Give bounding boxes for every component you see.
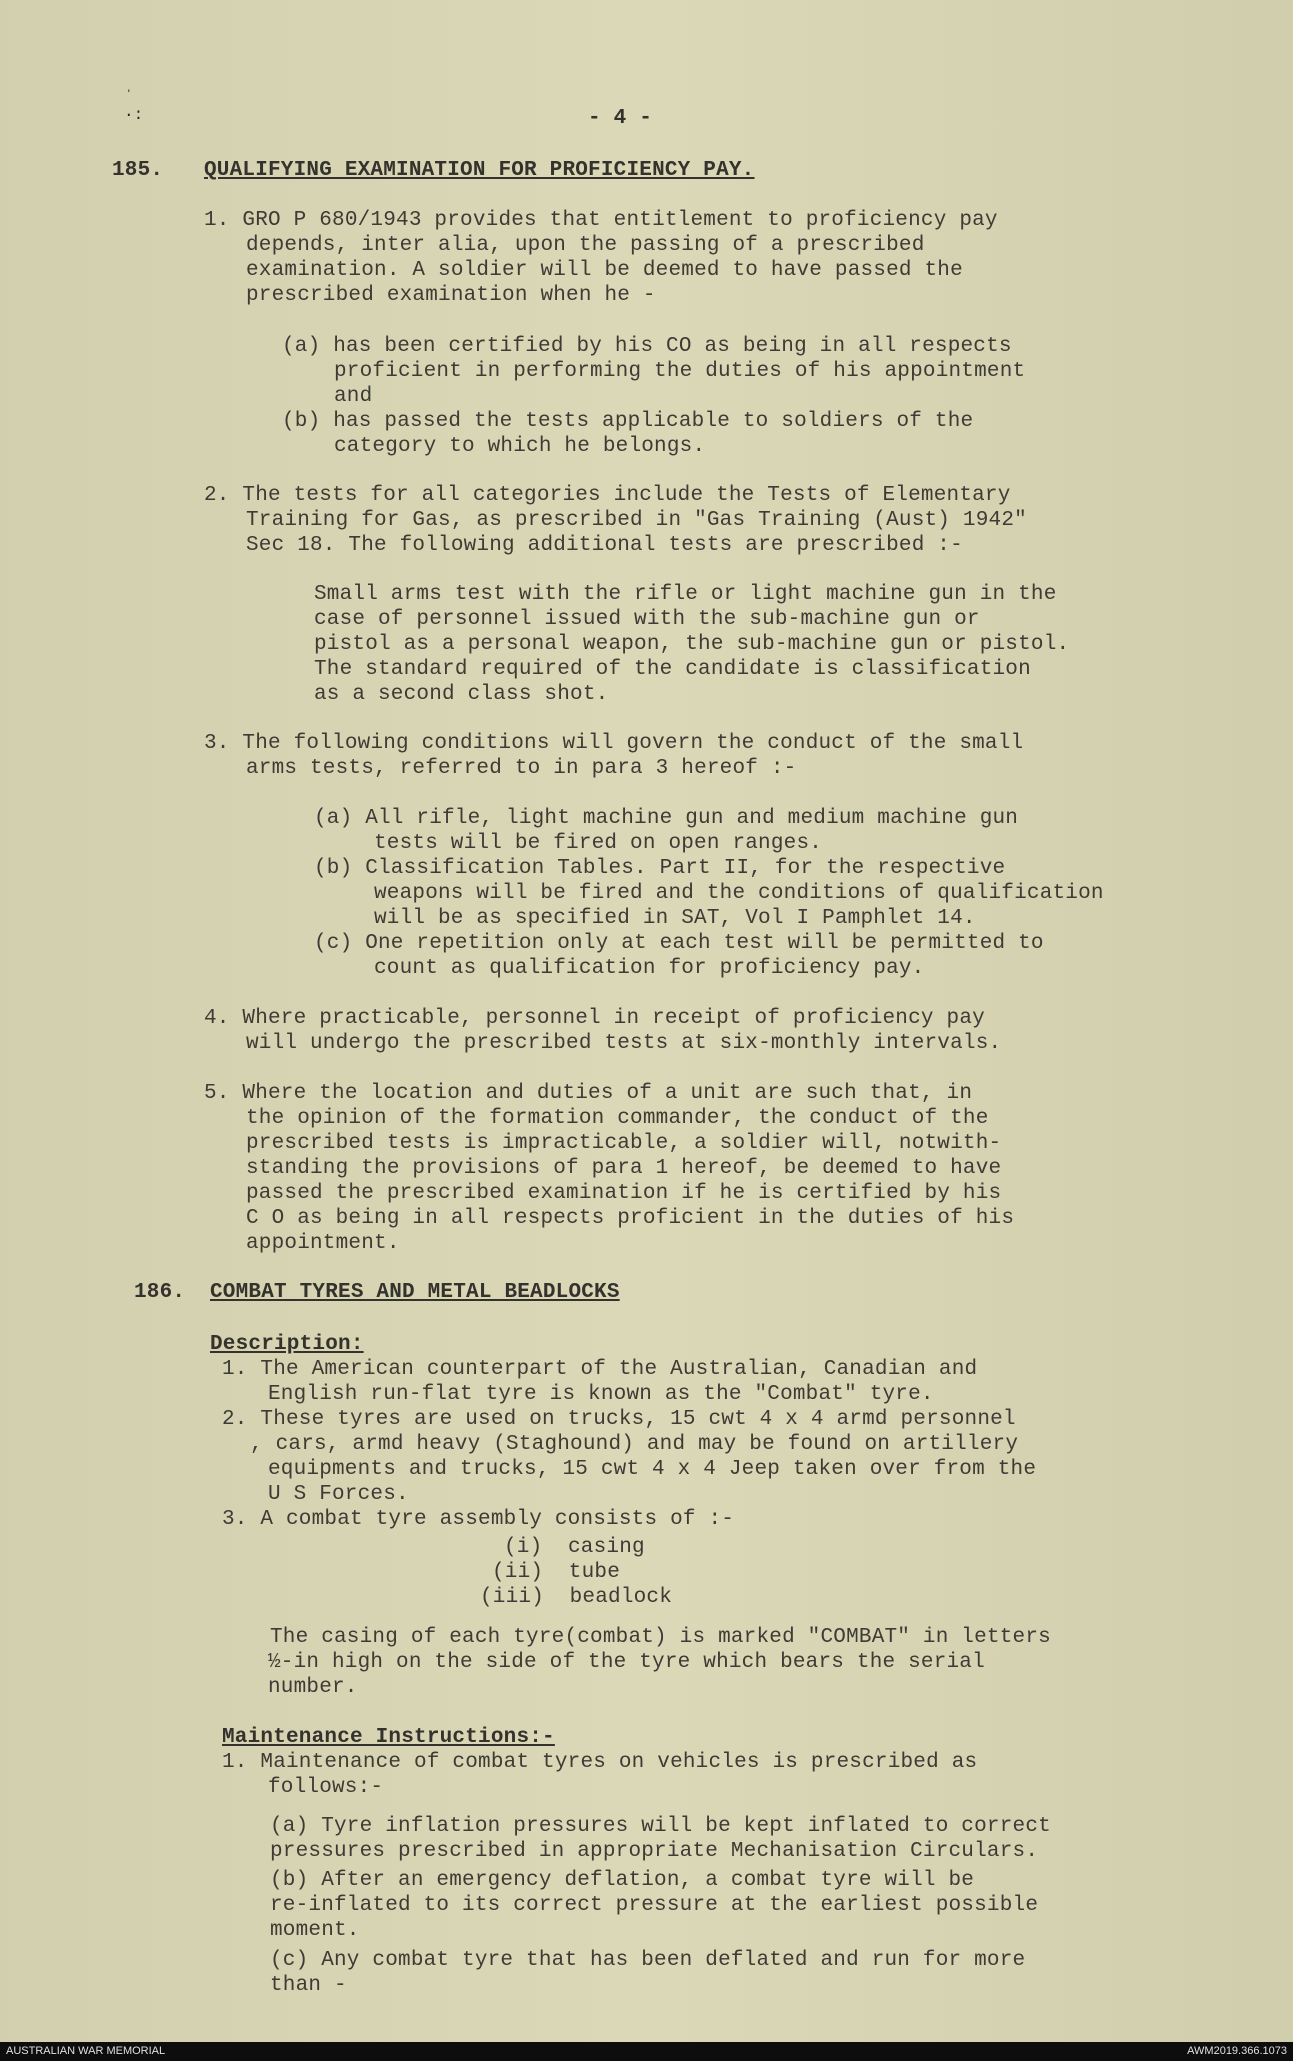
text-line: prescribed examination when he - bbox=[246, 284, 656, 307]
text-line: weapons will be fired and the conditions of qualification bbox=[374, 882, 1104, 905]
text-line: equipments and trucks, 15 cwt 4 x 4 Jeep taken over from the bbox=[268, 1458, 1037, 1481]
text-line: 4. Where practicable, personnel in receipt of proficiency pay bbox=[204, 1007, 985, 1030]
text-line: appointment. bbox=[246, 1232, 400, 1255]
text-line: pistol as a personal weapon, the sub-machine gun or pistol. bbox=[314, 633, 1070, 656]
subheading-maintenance: Maintenance Instructions:- bbox=[222, 1726, 555, 1749]
section-number-185: 185. bbox=[112, 159, 164, 182]
text-line: 1. The American counterpart of the Australian, Canadian and bbox=[222, 1358, 978, 1381]
text-line: , cars, armd heavy (Staghound) and may be found on artillery bbox=[250, 1433, 1019, 1456]
text-line: number. bbox=[268, 1676, 358, 1699]
text-line: (b) Classification Tables. Part II, for the respective bbox=[314, 857, 1006, 880]
text-line: Small arms test with the rifle or light machine gun in the bbox=[314, 583, 1057, 606]
list-item: (iii) beadlock bbox=[480, 1586, 673, 1609]
text-line: tests will be fired on open ranges. bbox=[374, 832, 823, 855]
footer-accession: AWM2019.366.1073 bbox=[1187, 2045, 1287, 2057]
text-line: 1. GRO P 680/1943 provides that entitlement to proficiency pay bbox=[204, 209, 998, 232]
section-number-186: 186. bbox=[134, 1281, 186, 1304]
text-line: (b) has passed the tests applicable to soldiers of the bbox=[282, 410, 974, 433]
text-line: C O as being in all respects proficient in the duties of his bbox=[246, 1207, 1015, 1230]
text-line: moment. bbox=[270, 1919, 360, 1942]
text-line: passed the prescribed examination if he is certified by his bbox=[246, 1182, 1002, 1205]
text-line: as a second class shot. bbox=[314, 683, 609, 706]
text-line: (a) Tyre inflation pressures will be kept inflated to correct bbox=[270, 1815, 1051, 1838]
margin-mark: ˈ ·: bbox=[124, 88, 144, 124]
text-line: follows:- bbox=[268, 1776, 384, 1799]
page-number: - 4 - bbox=[588, 107, 653, 130]
text-line: U S Forces. bbox=[268, 1483, 409, 1506]
text-line: arms tests, referred to in para 3 hereof :- bbox=[246, 757, 797, 780]
text-line: 3. The following conditions will govern the conduct of the small bbox=[204, 732, 1024, 755]
section-heading-185: QUALIFYING EXAMINATION FOR PROFICIENCY PAY. bbox=[204, 159, 755, 182]
text-line: Sec 18. The following additional tests are prescribed :- bbox=[246, 534, 963, 557]
text-line: and bbox=[334, 385, 373, 408]
text-line: The casing of each tyre(combat) is marked "COMBAT" in letters bbox=[270, 1626, 1051, 1649]
text-line: examination. A soldier will be deemed to have passed the bbox=[246, 259, 963, 282]
text-line: (a) has been certified by his CO as being in all respects bbox=[282, 335, 1012, 358]
text-line: English run-flat tyre is known as the "Combat" tyre. bbox=[268, 1383, 934, 1406]
text-line: proficient in performing the duties of his appointment bbox=[334, 360, 1026, 383]
text-line: 1. Maintenance of combat tyres on vehicles is prescribed as bbox=[222, 1751, 978, 1774]
text-line: will be as specified in SAT, Vol I Pamphlet 14. bbox=[374, 907, 976, 930]
text-line: depends, inter alia, upon the passing of a prescribed bbox=[246, 234, 925, 257]
text-line: (a) All rifle, light machine gun and medium machine gun bbox=[314, 807, 1019, 830]
text-line: count as qualification for proficiency pay. bbox=[374, 957, 925, 980]
text-line: the opinion of the formation commander, the conduct of the bbox=[246, 1107, 989, 1130]
footer bbox=[0, 2042, 1293, 2061]
section-heading-186: COMBAT TYRES AND METAL BEADLOCKS bbox=[210, 1281, 620, 1304]
text-line: prescribed tests is impracticable, a soldier will, notwith- bbox=[246, 1132, 1002, 1155]
text-line: case of personnel issued with the sub-machine gun or bbox=[314, 608, 980, 631]
text-line: 2. The tests for all categories include the Tests of Elementary bbox=[204, 484, 1011, 507]
text-line: Training for Gas, as prescribed in "Gas Training (Aust) 1942" bbox=[246, 509, 1027, 532]
subheading-description: Description: bbox=[210, 1333, 364, 1356]
footer-credit: AUSTRALIAN WAR MEMORIAL bbox=[6, 2045, 166, 2057]
list-item: (i) casing bbox=[504, 1536, 645, 1559]
text-line: than - bbox=[270, 1974, 347, 1997]
text-line: category to which he belongs. bbox=[334, 435, 706, 458]
list-item: (ii) tube bbox=[492, 1561, 621, 1584]
text-line: (b) After an emergency deflation, a combat tyre will be bbox=[270, 1869, 975, 1892]
text-line: standing the provisions of para 1 hereof, be deemed to have bbox=[246, 1157, 1002, 1180]
text-line: 5. Where the location and duties of a unit are such that, in bbox=[204, 1082, 973, 1105]
text-line: The standard required of the candidate is classification bbox=[314, 658, 1031, 681]
text-line: pressures prescribed in appropriate Mechanisation Circulars. bbox=[270, 1840, 1039, 1863]
text-line: (c) Any combat tyre that has been deflated and run for more bbox=[270, 1949, 1026, 1972]
text-line: ½-in high on the side of the tyre which bears the serial bbox=[268, 1651, 985, 1674]
text-line: 3. A combat tyre assembly consists of :- bbox=[222, 1508, 735, 1531]
text-line: (c) One repetition only at each test will be permitted to bbox=[314, 932, 1044, 955]
text-line: re-inflated to its correct pressure at the earliest possible bbox=[270, 1894, 1039, 1917]
text-line: will undergo the prescribed tests at six-monthly intervals. bbox=[246, 1032, 1002, 1055]
text-line: 2. These tyres are used on trucks, 15 cwt 4 x 4 armd personnel bbox=[222, 1408, 1016, 1431]
